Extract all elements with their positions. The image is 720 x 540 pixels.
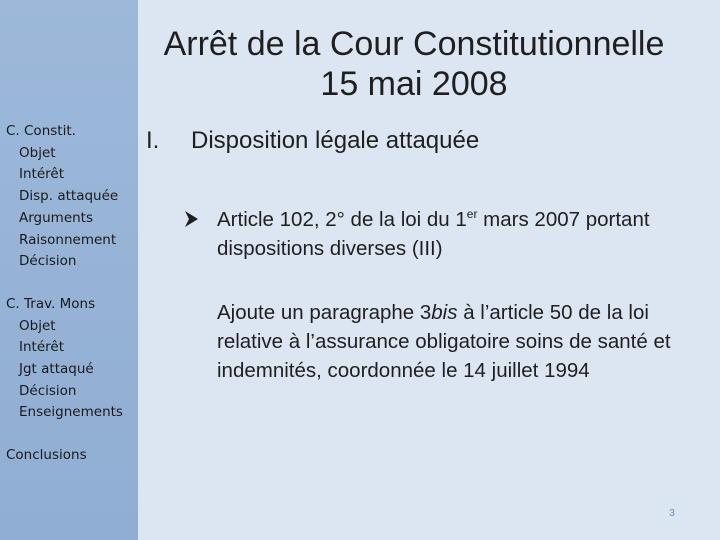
body-paragraph: [217, 298, 687, 385]
slide-title-line1: Arrêt de la Cour Constitutionnelle: [163, 25, 665, 63]
nav-item-disp-attaquee[interactable]: Disp. attaquée: [19, 188, 119, 205]
bullet-text-post: mars 2007 portant dispositions diverses (III): [217, 208, 650, 260]
bullet-text-superscript: er: [466, 207, 478, 221]
paragraph-post: à l’article 50 de la loi relative à l’assurance obligatoire soins de santé et indemnités, coordonnée le 14 juillet 1994: [217, 301, 671, 382]
arrow-right-icon: [181, 205, 201, 237]
bullet-text: [217, 205, 687, 263]
section-heading: [146, 127, 479, 155]
nav-section-cour-travail-mons[interactable]: C. Trav. Mons: [6, 295, 96, 312]
nav-item-decision[interactable]: Décision: [19, 253, 77, 270]
nav-item-conclusions[interactable]: Conclusions: [6, 447, 87, 464]
nav-item-objet-mons[interactable]: Objet: [19, 317, 56, 334]
nav-item-jgt-attaque[interactable]: Jgt attaqué: [19, 361, 94, 378]
nav-item-arguments[interactable]: Arguments: [19, 209, 94, 226]
page-number: 3: [669, 508, 675, 519]
section-number: I.: [146, 127, 160, 154]
nav-item-raisonnement[interactable]: Raisonnement: [19, 231, 117, 248]
nav-item-decision-mons[interactable]: Décision: [19, 382, 77, 399]
nav-spacer: [6, 273, 123, 294]
nav-item-interet-mons[interactable]: Intérêt: [19, 339, 64, 356]
nav-item-interet[interactable]: Intérêt: [19, 166, 64, 183]
bullet-text-pre: Article 102, 2° de la loi du 1: [217, 208, 467, 231]
nav-section-cour-constitutionnelle[interactable]: C. Constit.: [6, 123, 76, 139]
nav-item-objet[interactable]: Objet: [19, 144, 56, 161]
nav-spacer: [6, 424, 123, 445]
section-heading-text: Disposition légale attaquée: [191, 127, 480, 154]
slide-title: [138, 24, 690, 104]
paragraph-pre: Ajoute un paragraphe 3: [217, 301, 432, 324]
slide-title-date: 15 mai 2008: [320, 65, 508, 103]
paragraph-italic: bis: [431, 301, 458, 324]
sidebar-nav: [6, 121, 123, 467]
nav-item-enseignements[interactable]: Enseignements: [19, 404, 123, 421]
